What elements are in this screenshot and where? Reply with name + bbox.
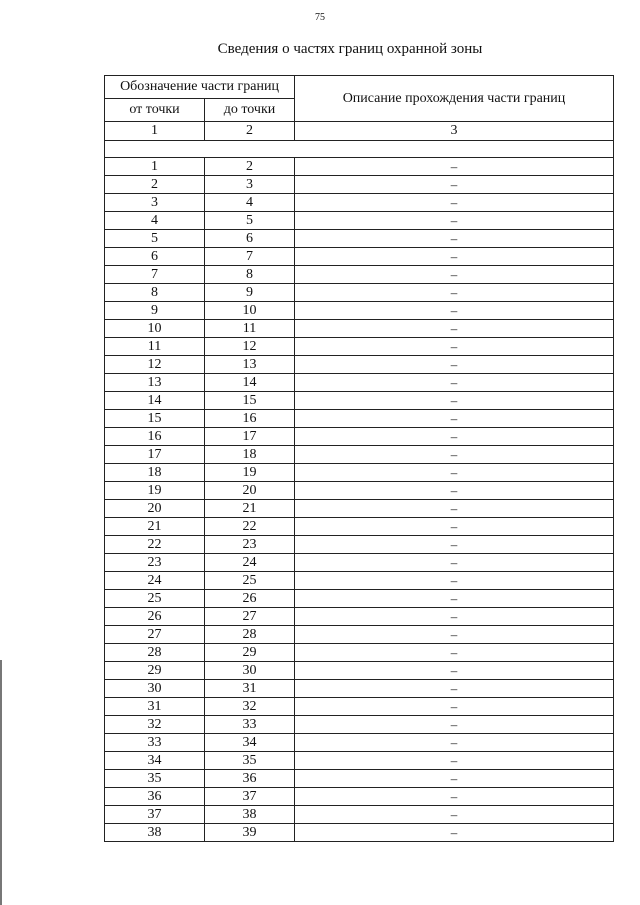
from-point-cell: 12 xyxy=(105,356,205,374)
description-cell: – xyxy=(295,428,614,446)
description-cell: – xyxy=(295,806,614,824)
table-row xyxy=(105,734,614,752)
to-point-cell: 35 xyxy=(205,752,295,770)
from-point-cell: 19 xyxy=(105,482,205,500)
from-point-cell: 31 xyxy=(105,698,205,716)
from-point-cell: 29 xyxy=(105,662,205,680)
from-point-cell: 3 xyxy=(105,194,205,212)
from-point-cell: 30 xyxy=(105,680,205,698)
table-row xyxy=(105,518,614,536)
table-row xyxy=(105,320,614,338)
description-cell: – xyxy=(295,446,614,464)
to-point-cell: 12 xyxy=(205,338,295,356)
from-point-cell: 23 xyxy=(105,554,205,572)
column-number-2: 2 xyxy=(205,122,295,141)
table-row xyxy=(105,806,614,824)
to-point-cell: 36 xyxy=(205,770,295,788)
from-point-cell: 1 xyxy=(105,158,205,176)
from-point-cell: 11 xyxy=(105,338,205,356)
empty-separator-cell xyxy=(105,141,614,158)
to-point-cell: 8 xyxy=(205,266,295,284)
table-row xyxy=(105,338,614,356)
description-cell: – xyxy=(295,662,614,680)
to-point-cell: 38 xyxy=(205,806,295,824)
description-cell: – xyxy=(295,230,614,248)
table-row xyxy=(105,698,614,716)
to-point-cell: 17 xyxy=(205,428,295,446)
to-point-cell: 10 xyxy=(205,302,295,320)
table-row xyxy=(105,626,614,644)
table-row xyxy=(105,374,614,392)
table-row xyxy=(105,824,614,842)
to-point-cell: 16 xyxy=(205,410,295,428)
description-cell: – xyxy=(295,752,614,770)
table-row xyxy=(105,266,614,284)
header-from-point: от точки xyxy=(105,99,205,122)
to-point-cell: 19 xyxy=(205,464,295,482)
from-point-cell: 28 xyxy=(105,644,205,662)
table-row xyxy=(105,770,614,788)
description-cell: – xyxy=(295,518,614,536)
description-cell: – xyxy=(295,536,614,554)
description-cell: – xyxy=(295,626,614,644)
from-point-cell: 16 xyxy=(105,428,205,446)
column-number-3: 3 xyxy=(295,122,614,141)
from-point-cell: 21 xyxy=(105,518,205,536)
from-point-cell: 18 xyxy=(105,464,205,482)
to-point-cell: 31 xyxy=(205,680,295,698)
to-point-cell: 7 xyxy=(205,248,295,266)
description-cell: – xyxy=(295,644,614,662)
description-cell: – xyxy=(295,464,614,482)
description-cell: – xyxy=(295,374,614,392)
from-point-cell: 10 xyxy=(105,320,205,338)
to-point-cell: 9 xyxy=(205,284,295,302)
description-cell: – xyxy=(295,266,614,284)
from-point-cell: 36 xyxy=(105,788,205,806)
table-row xyxy=(105,554,614,572)
description-cell: – xyxy=(295,716,614,734)
boundary-parts-table xyxy=(104,75,614,842)
to-point-cell: 23 xyxy=(205,536,295,554)
table-body xyxy=(105,158,614,842)
description-cell: – xyxy=(295,554,614,572)
description-cell: – xyxy=(295,356,614,374)
description-cell: – xyxy=(295,698,614,716)
from-point-cell: 9 xyxy=(105,302,205,320)
to-point-cell: 15 xyxy=(205,392,295,410)
table-row xyxy=(105,680,614,698)
to-point-cell: 26 xyxy=(205,590,295,608)
table-row xyxy=(105,230,614,248)
description-cell: – xyxy=(295,824,614,842)
table-header-row xyxy=(105,76,614,99)
to-point-cell: 30 xyxy=(205,662,295,680)
from-point-cell: 35 xyxy=(105,770,205,788)
column-number-row xyxy=(105,122,614,141)
to-point-cell: 27 xyxy=(205,608,295,626)
to-point-cell: 21 xyxy=(205,500,295,518)
from-point-cell: 20 xyxy=(105,500,205,518)
description-cell: – xyxy=(295,338,614,356)
table-row xyxy=(105,428,614,446)
header-description: Описание прохождения части границ xyxy=(295,76,614,122)
description-cell: – xyxy=(295,500,614,518)
table-row xyxy=(105,248,614,266)
table-row xyxy=(105,608,614,626)
from-point-cell: 7 xyxy=(105,266,205,284)
to-point-cell: 29 xyxy=(205,644,295,662)
table-row xyxy=(105,662,614,680)
table-row xyxy=(105,464,614,482)
from-point-cell: 6 xyxy=(105,248,205,266)
from-point-cell: 15 xyxy=(105,410,205,428)
empty-separator-row xyxy=(105,141,614,158)
table-row xyxy=(105,302,614,320)
table-row xyxy=(105,536,614,554)
document-title: Сведения о частях границ охранной зоны xyxy=(217,41,483,57)
table-row xyxy=(105,212,614,230)
table-row xyxy=(105,752,614,770)
description-cell: – xyxy=(295,734,614,752)
table-row xyxy=(105,194,614,212)
description-cell: – xyxy=(295,158,614,176)
from-point-cell: 5 xyxy=(105,230,205,248)
from-point-cell: 4 xyxy=(105,212,205,230)
from-point-cell: 14 xyxy=(105,392,205,410)
from-point-cell: 13 xyxy=(105,374,205,392)
description-cell: – xyxy=(295,482,614,500)
to-point-cell: 25 xyxy=(205,572,295,590)
description-cell: – xyxy=(295,284,614,302)
table-row xyxy=(105,284,614,302)
description-cell: – xyxy=(295,590,614,608)
from-point-cell: 26 xyxy=(105,608,205,626)
from-point-cell: 24 xyxy=(105,572,205,590)
description-cell: – xyxy=(295,410,614,428)
to-point-cell: 2 xyxy=(205,158,295,176)
to-point-cell: 13 xyxy=(205,356,295,374)
description-cell: – xyxy=(295,680,614,698)
table-row xyxy=(105,176,614,194)
to-point-cell: 32 xyxy=(205,698,295,716)
description-cell: – xyxy=(295,608,614,626)
table-row xyxy=(105,392,614,410)
description-cell: – xyxy=(295,788,614,806)
from-point-cell: 34 xyxy=(105,752,205,770)
table-row xyxy=(105,482,614,500)
to-point-cell: 24 xyxy=(205,554,295,572)
table-row xyxy=(105,572,614,590)
to-point-cell: 34 xyxy=(205,734,295,752)
header-boundary-designation: Обозначение части границ xyxy=(105,76,295,99)
to-point-cell: 18 xyxy=(205,446,295,464)
from-point-cell: 27 xyxy=(105,626,205,644)
to-point-cell: 14 xyxy=(205,374,295,392)
description-cell: – xyxy=(295,770,614,788)
table-row xyxy=(105,788,614,806)
from-point-cell: 25 xyxy=(105,590,205,608)
to-point-cell: 33 xyxy=(205,716,295,734)
header-to-point: до точки xyxy=(205,99,295,122)
to-point-cell: 37 xyxy=(205,788,295,806)
page-number: 75 xyxy=(315,12,325,23)
description-cell: – xyxy=(295,248,614,266)
description-cell: – xyxy=(295,320,614,338)
table-row xyxy=(105,158,614,176)
description-cell: – xyxy=(295,212,614,230)
from-point-cell: 8 xyxy=(105,284,205,302)
from-point-cell: 37 xyxy=(105,806,205,824)
table-row xyxy=(105,500,614,518)
description-cell: – xyxy=(295,176,614,194)
table-row xyxy=(105,410,614,428)
to-point-cell: 5 xyxy=(205,212,295,230)
description-cell: – xyxy=(295,392,614,410)
table-row xyxy=(105,356,614,374)
to-point-cell: 4 xyxy=(205,194,295,212)
scan-edge-shadow xyxy=(0,660,2,905)
from-point-cell: 38 xyxy=(105,824,205,842)
from-point-cell: 17 xyxy=(105,446,205,464)
to-point-cell: 11 xyxy=(205,320,295,338)
description-cell: – xyxy=(295,194,614,212)
column-number-1: 1 xyxy=(105,122,205,141)
to-point-cell: 20 xyxy=(205,482,295,500)
to-point-cell: 6 xyxy=(205,230,295,248)
table-row xyxy=(105,446,614,464)
from-point-cell: 2 xyxy=(105,176,205,194)
to-point-cell: 39 xyxy=(205,824,295,842)
table-row xyxy=(105,590,614,608)
from-point-cell: 32 xyxy=(105,716,205,734)
from-point-cell: 33 xyxy=(105,734,205,752)
from-point-cell: 22 xyxy=(105,536,205,554)
to-point-cell: 3 xyxy=(205,176,295,194)
description-cell: – xyxy=(295,572,614,590)
to-point-cell: 22 xyxy=(205,518,295,536)
table-row xyxy=(105,644,614,662)
table-row xyxy=(105,716,614,734)
description-cell: – xyxy=(295,302,614,320)
to-point-cell: 28 xyxy=(205,626,295,644)
